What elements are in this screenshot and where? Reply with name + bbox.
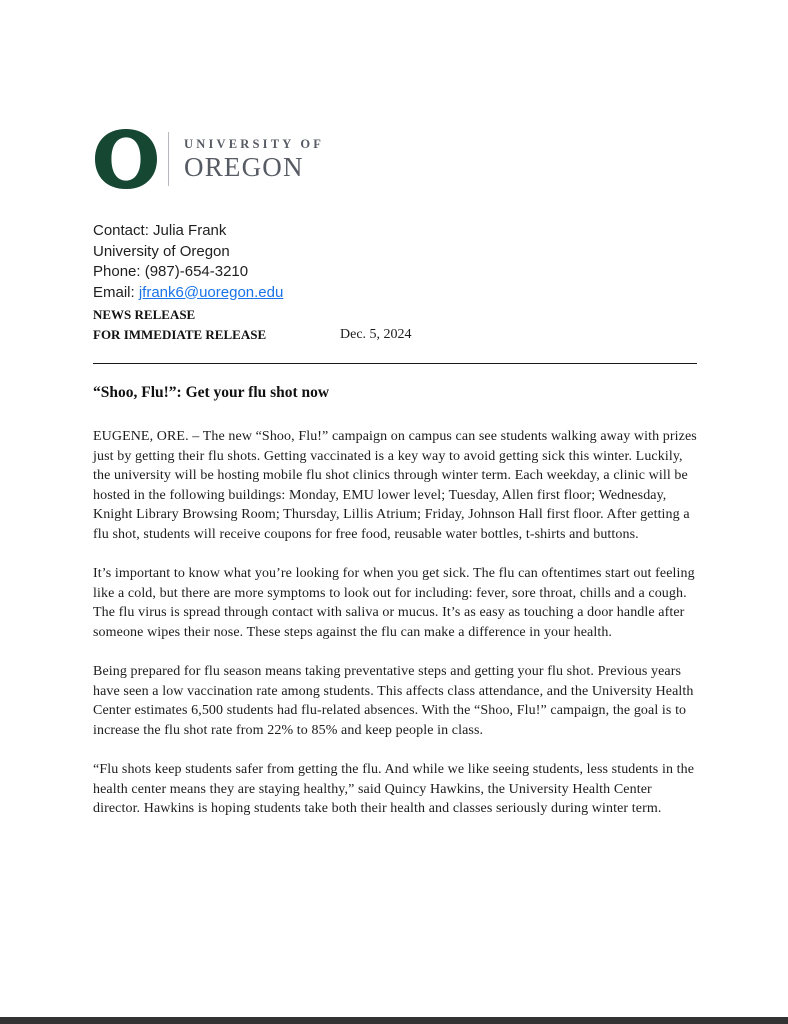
body-paragraph-2: It’s important to know what you’re looking for when you get sick. The flu can oftentimes start out feeling like a cold, but there are more symptoms to look out for including: fever, sore throat, chills and a cough. The flu virus is spread through contact with saliva or mucus. It’s as easy as touching a door handle after someone wipes their nose. These steps against the flu can make a difference in your health. bbox=[93, 566, 695, 640]
headline: “Shoo, Flu!”: Get your flu shot now bbox=[93, 384, 330, 401]
logo-wordmark bbox=[184, 137, 324, 182]
contact-email-label: Email: bbox=[93, 283, 139, 301]
section-divider bbox=[93, 363, 697, 364]
body-paragraph-1: EUGENE, ORE. – The new “Shoo, Flu!” campaign on campus can see students walking away with prizes just by getting their flu shots. Getting vaccinated is a key way to avoid getting sick this winter. Luckily, the university will be hosting mobile flu shot clinics through winter term. Each weekday, a clinic will be hosted in the following buildings: Monday, EMU lower level; Tuesday, Allen first floor; Wednesday, Knight Library Browsing Room; Thursday, Lillis Atrium; Friday, Johnson Hall first floor. After getting a flu shot, students will receive coupons for free food, reusable water bottles, t-shirts and buttons. bbox=[93, 429, 697, 542]
body-paragraph-3: Being prepared for flu season means taking preventative steps and getting your flu shot. Previous years have seen a low vaccination rate among students. This affects class attendance, and the University Health Center estimates 6,500 students had flu-related absences. With the “Shoo, Flu!” campaign, the goal is to increase the flu shot rate from 22% to 85% and keep people in class. bbox=[93, 664, 694, 738]
oregon-o-icon bbox=[93, 128, 159, 190]
body-paragraph-4: “Flu shots keep students safer from getting the flu. And while we like seeing students, less students in the health center means they are staying healthy,” said Quincy Hawkins, the University Health Center director. Hawkins is hoping students take both their health and classes seriously during winter term. bbox=[93, 762, 695, 816]
release-date: Dec. 5, 2024 bbox=[340, 326, 412, 342]
contact-block bbox=[93, 221, 697, 303]
logo-wordmark-line2: OREGON bbox=[184, 151, 304, 182]
news-release-label: NEWS RELEASE bbox=[93, 307, 196, 322]
contact-email-line bbox=[93, 283, 697, 304]
contact-org: University of Oregon bbox=[93, 242, 230, 260]
logo-wordmark-line1: UNIVERSITY OF bbox=[184, 136, 325, 151]
logo-divider bbox=[168, 132, 169, 186]
uo-logo bbox=[93, 128, 697, 190]
contact-phone: Phone: (987)-654-3210 bbox=[93, 263, 249, 280]
contact-name: Contact: Julia Frank bbox=[93, 222, 227, 239]
page-bottom-bar bbox=[0, 1017, 788, 1024]
immediate-release-label: FOR IMMEDIATE RELEASE bbox=[93, 326, 267, 342]
article-body bbox=[93, 427, 697, 819]
email-link[interactable]: jfrank6@uoregon.edu bbox=[138, 283, 284, 301]
release-block bbox=[93, 305, 697, 344]
immediate-release-line bbox=[93, 325, 697, 345]
